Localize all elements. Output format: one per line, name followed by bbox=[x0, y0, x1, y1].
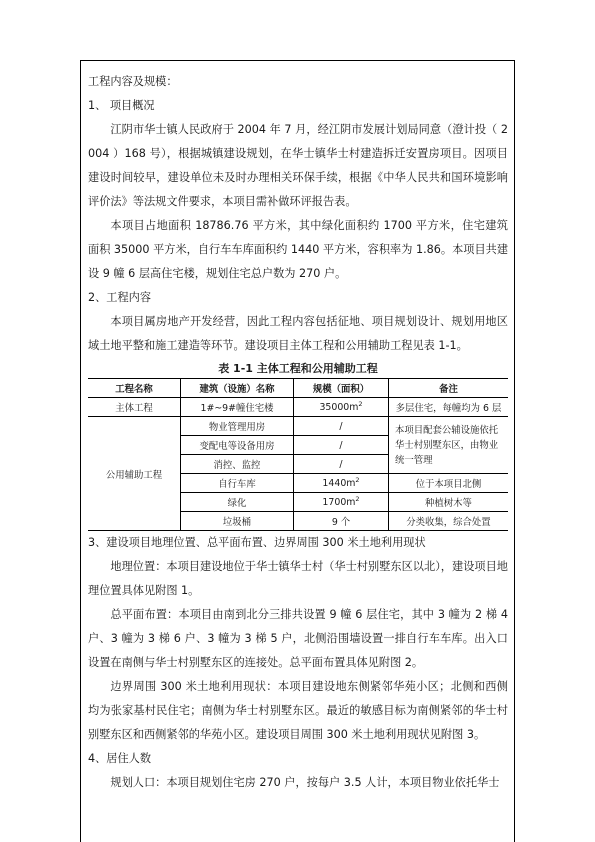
cell-facility: 1#~9#幢住宅楼 bbox=[181, 398, 294, 417]
cell-scale: / bbox=[294, 455, 389, 474]
document-body bbox=[88, 70, 508, 795]
paragraph-project-background: 江阴市华士镇人民政府于 2004 年 7 月，经江阴市发展计划局同意（澄计投（ 2004 ）168 号），根据城镇建设规划，在华士镇华士村建造拆迁安置房项目。因项目建设时间较早，建设单位未及时办理相关环保手续，根据《中华人民共和国环境影响评价法》等法规文件要求，本项目需补做环评报告表。 bbox=[88, 123, 508, 208]
paragraph-population: 规划人口：本项目规划住宅房 270 户，按每户 3.5 人计，本项目物业依托华士 bbox=[110, 776, 500, 789]
cell-note: 本项目配套公辅设施依托华士村别墅东区，由物业统一管理 bbox=[389, 417, 509, 474]
cell-scale: 9 个 bbox=[294, 512, 389, 531]
paragraph-land-use: 边界周围 300 米土地利用现状：本项目建设地东侧紧邻华苑小区；北侧和西侧均为张家基村民住宅；南侧为华士村别墅东区。最近的敏感目标为南侧紧邻的华士村别墅东区和西侧紧邻的华苑小区。建设项目周围 300 米土地利用现状见附图 3。 bbox=[88, 680, 508, 741]
heading-population: 4、居住人数 bbox=[88, 752, 152, 765]
cell-facility: 垃圾桶 bbox=[181, 512, 294, 531]
paragraph-engineering-content: 本项目属房地产开发经营，因此工程内容包括征地、项目规划设计、规划用地区域土地平整和施工建造等环节。建设项目主体工程和公用辅助工程见表 1-1。 bbox=[88, 315, 508, 352]
cell-category: 主体工程 bbox=[88, 398, 181, 417]
table-header-row bbox=[88, 379, 508, 398]
cell-facility: 自行车库 bbox=[181, 474, 294, 493]
section-title: 工程内容及规模： bbox=[88, 75, 178, 88]
table-row bbox=[88, 398, 508, 417]
cell-note: 多层住宅，每幢均为 6 层 bbox=[389, 398, 509, 417]
cell-scale: / bbox=[294, 417, 389, 436]
heading-engineering-content: 2、工程内容 bbox=[88, 291, 152, 304]
cell-scale: / bbox=[294, 436, 389, 455]
header-project-name: 工程名称 bbox=[88, 379, 181, 398]
cell-scale: $1700m^2$ bbox=[294, 493, 389, 512]
cell-facility: 物业管理用房 bbox=[181, 417, 294, 436]
paragraph-location: 地理位置：本项目建设地位于华士镇华士村（华士村别墅东区以北），建设项目地理位置具体见附图 1。 bbox=[88, 560, 508, 597]
cell-note: 种植树木等 bbox=[389, 493, 509, 512]
cell-facility: 消控、监控 bbox=[181, 455, 294, 474]
cell-note: 位于本项目北侧 bbox=[389, 474, 509, 493]
cell-scale: $1440m^2$ bbox=[294, 474, 389, 493]
cell-facility: 变配电等设备用房 bbox=[181, 436, 294, 455]
table-title: 表 1-1 主体工程和公用辅助工程 bbox=[218, 362, 378, 375]
header-note: 备注 bbox=[389, 379, 509, 398]
paragraph-site-layout: 总平面布置：本项目由南到北分三排共设置 9 幢 6 层住宅，其中 3 幢为 2 梯 4 户、3 幢为 3 梯 6 户、3 幢为 3 梯 5 户，北侧沿围墙设置一排自行车车库。出入口设置在南侧与华士村别墅东区的连接处。总平面布置具体见附图 2。 bbox=[88, 608, 508, 669]
engineering-table bbox=[88, 378, 508, 531]
heading-location-layout: 3、建设项目地理位置、总平面布置、边界周围 300 米土地利用现状 bbox=[88, 536, 426, 549]
table-row bbox=[88, 417, 508, 436]
heading-project-overview: 1、 项目概况 bbox=[88, 99, 155, 112]
cell-scale: $35000m^2$ bbox=[294, 398, 389, 417]
cell-note: 分类收集，综合处置 bbox=[389, 512, 509, 531]
cell-category: 公用辅助工程 bbox=[88, 417, 181, 531]
paragraph-project-area: 本项目占地面积 18786.76 平方米，其中绿化面积约 1700 平方米，住宅建筑面积 35000 平方米，自行车车库面积约 1440 平方米，容积率为 1.86。本项目共建设 9 幢 6 层高住宅楼，规划住宅总户数为 270 户。 bbox=[88, 219, 509, 280]
header-facility-name: 建筑（设施）名称 bbox=[181, 379, 294, 398]
header-scale: 规模（面积） bbox=[294, 379, 389, 398]
cell-facility: 绿化 bbox=[181, 493, 294, 512]
